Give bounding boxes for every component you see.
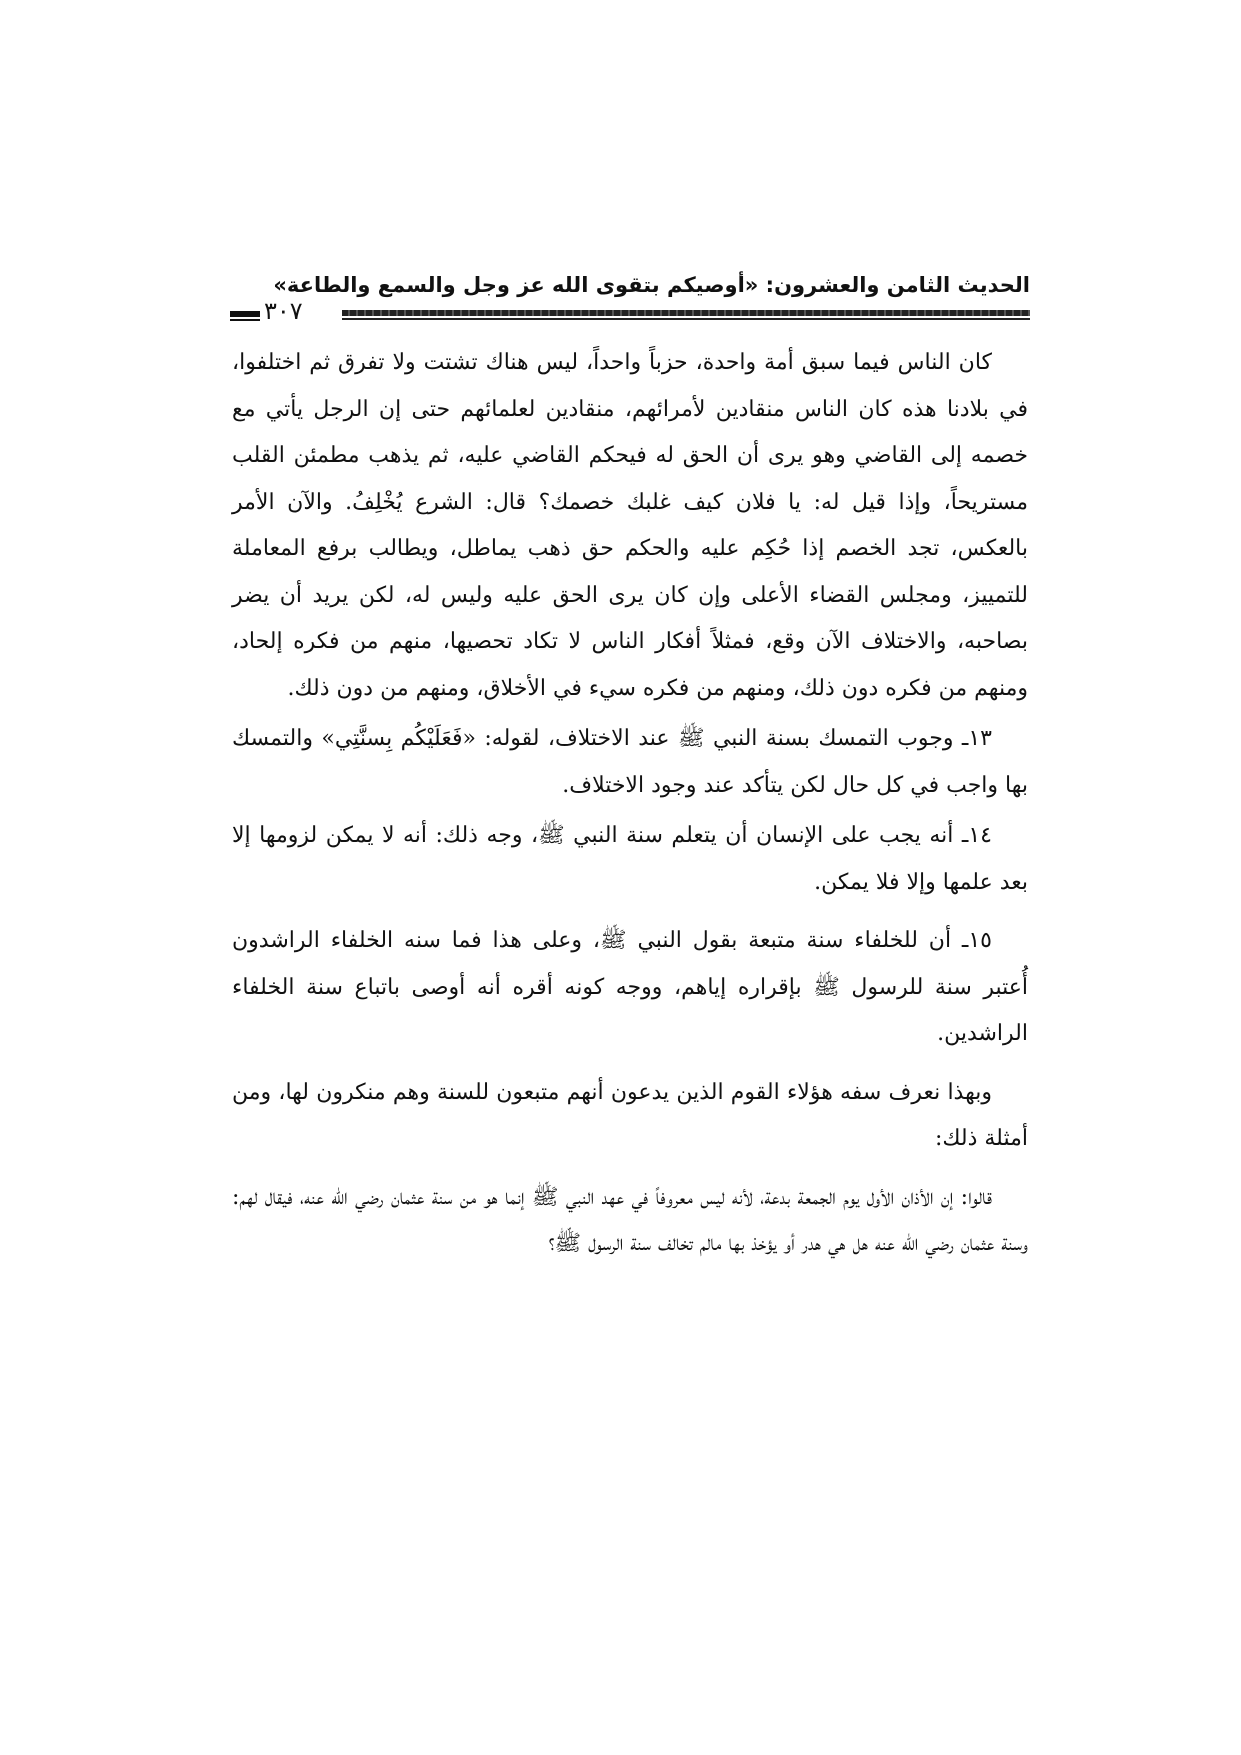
paragraph-point-13: ١٣ـ وجوب التمسك بسنة النبي ﷺ عند الاختلاف، لقوله: «فَعَلَيْكُم بِسنَّتِي» والتمسك بها واجب في كل حال لكن يتأكد عند وجود الاختلاف. <box>232 726 1028 798</box>
paragraph-point-15: ١٥ـ أن للخلفاء سنة متبعة بقول النبي ﷺ، وعلى هذا فما سنه الخلفاء الراشدون أُعتبر سنة للرسول ﷺ بإقراره إياهم، ووجه كونه أقره أنه أوصى باتباع سنة الخلفاء الراشدين. <box>232 928 1028 1046</box>
rule-segment-main <box>342 310 1030 316</box>
body-text <box>232 340 1028 1268</box>
paragraph-point-14: ١٤ـ أنه يجب على الإنسان أن يتعلم سنة النبي ﷺ، وجه ذلك: أنه لا يمكن لزومها إلا بعد علمها وإلا فلا يمكن. <box>232 823 1028 895</box>
paragraph-example: قالوا: إن الأذان الأول يوم الجمعة بدعة، لأنه ليس معروفاً في عهد النبي ﷺ إنما هو من سنة عثمان رضي الله عنه، فيقال لهم: وسنة عثمان رضي الله عنه هل هي هدر أو يؤخذ بها مالم تخالف سنة الرسول ﷺ؟ <box>232 1184 1028 1256</box>
paragraph-intro: كان الناس فيما سبق أمة واحدة، حزباً واحداً، ليس هناك تشتت ولا تفرق ثم اختلفوا، في بلادنا هذه كان الناس منقادين لأمرائهم، منقادين لعلمائهم حتى إن الرجل يأتي مع خصمه إلى القاضي وهو يرى أن الحق له فيحكم القاضي عليه، ثم يذهب مطمئن القلب مستريحاً، وإذا قيل له: يا فلان كيف غلبك خصمك؟ قال: الشرع يُخْلِفُ. والآن الأمر بالعكس، تجد الخصم إذا حُكِم عليه والحكم حق ذهب يماطل، ويطالب برفع المعاملة للتمييز، ومجلس القضاء الأعلى وإن كان يرى الحق عليه وليس له، لكن يريد أن يضر بصاحبه، والاختلاف الآن وقع، فمثلاً أفكار الناس لا تكاد تحصيها، منهم من فكره إلحاد، ومنهم من فكره دون ذلك، ومنهم من فكره سيء في الأخلاق، ومنهم من دون ذلك. <box>232 350 1028 701</box>
paragraph-commentary: وبهذا نعرف سفه هؤلاء القوم الذين يدعون أنهم متبعون للسنة وهم منكرون لها، ومن أمثلة ذلك: <box>232 1079 1028 1151</box>
chapter-title: الحديث الثامن والعشرون: «أوصيكم بتقوى الله عز وجل والسمع والطاعة» <box>273 273 1030 297</box>
page-number: ٣٠٧ <box>264 297 303 325</box>
rule-segment-left-thin <box>230 319 260 321</box>
rule-segment-left <box>230 311 260 317</box>
running-header <box>230 268 1030 328</box>
header-rule <box>230 297 1030 328</box>
rule-segment-main-thin <box>342 318 1030 320</box>
